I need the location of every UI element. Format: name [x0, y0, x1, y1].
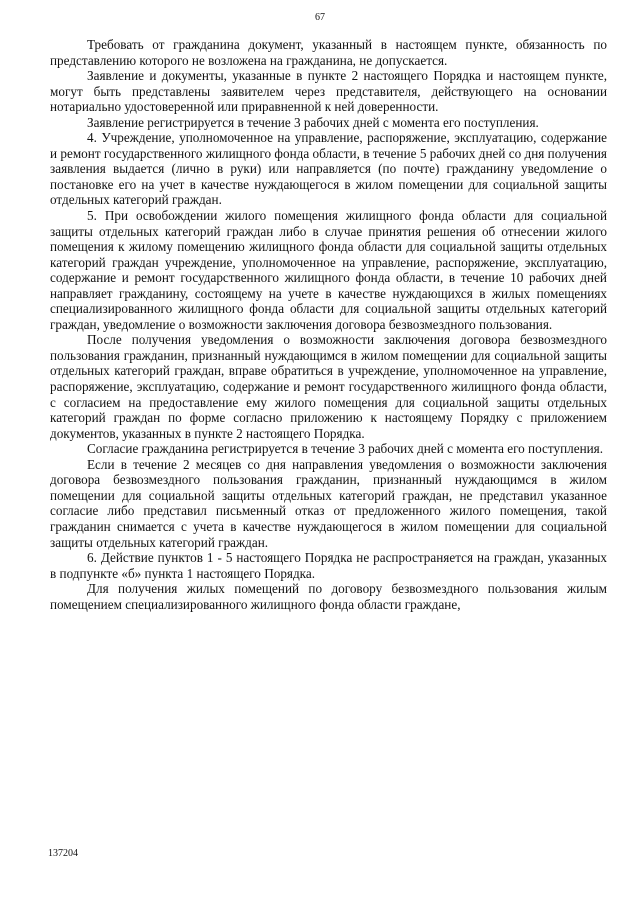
- paragraph-item-6: 6. Действие пунктов 1 - 5 настоящего Порядка не распространяется на граждан, указанных в подпункте «б» пункта 1 настоящего Порядка.: [50, 550, 607, 581]
- paragraph-consent-registration: Согласие гражданина регистрируется в течение 3 рабочих дней с момента его поступления.: [87, 441, 604, 457]
- paragraph-two-months: Если в течение 2 месяцев со дня направления уведомления о возможности заключения договора безвозмездного пользования гражданин, признанный нуждающимся в жилом помещении для социальной защиты отдельных категорий граждан, не представил указанное согласие либо представил письменный отказ от предложенного жилого помещения, такой гражданин снимается с учета в качестве нуждающегося в жилом помещении для социальной защиты отдельных категорий граждан.: [50, 456, 607, 550]
- paragraph-item-4: 4. Учреждение, уполномоченное на управление, распоряжение, эксплуатацию, содержание и ремонт государственного жилищного фонда области, в течение 5 рабочих дней со дня получения заявления выдается (лично в руки) или направляется (по почте) гражданину уведомление о постановке его на учет в качестве нуждающегося в жилом помещении для социальной защиты отдельных категорий граждан.: [50, 130, 607, 208]
- paragraph-document-requirement: Требовать от гражданина документ, указанный в настоящем пункте, обязанность по представлению которого не возложена на гражданина, не допускается.: [50, 37, 607, 68]
- paragraph-representative: Заявление и документы, указанные в пункте 2 настоящего Порядка и настоящем пункте, могут быть представлены заявителем через представителя, действующего на основании нотариально удостоверенной или приравненной к ней доверенности.: [50, 68, 607, 115]
- paragraph-after-notification: После получения уведомления о возможности заключения договора безвозмездного пользования гражданин, признанный нуждающимся в жилом помещении для социальной защиты отдельных категорий граждан, вправе обратиться в учреждение, уполномоченное на управление, распоряжение, эксплуатацию, содержание и ремонт государственного жилищного фонда области, с согласием на предоставление ему жилого помещения для социальной защиты отдельных категорий граждан по форме согласно приложению к настоящему Порядку с приложением документов, указанных в пункте 2 настоящего Порядка.: [50, 332, 607, 441]
- paragraph-item-5: 5. При освобождении жилого помещения жилищного фонда области для социальной защиты отдельных категорий граждан либо в случае принятия решения об отнесении жилого помещения к жилому помещению жилищного фонда области для социальной защиты отдельных категорий граждан учреждение, уполномоченное на управление, распоряжение, эксплуатацию, содержание и ремонт государственного жилищного фонда области, в течение 10 рабочих дней направляет гражданину, состоящему на учете в качестве нуждающихся в жилых помещениях специализированного жилищного фонда области для социальной защиты отдельных категорий граждан, уведомление о возможности заключения договора безвозмездного пользования.: [50, 208, 607, 332]
- paragraph-application-registration: Заявление регистрируется в течение 3 рабочих дней с момента его поступления.: [87, 114, 539, 130]
- paragraph-continuation: Для получения жилых помещений по договору безвозмездного пользования жилым помещением специализированного жилищного фонда области граждане,: [50, 581, 607, 612]
- document-body: [50, 37, 607, 612]
- document-code: 137204: [48, 848, 78, 859]
- page-number: 67: [315, 12, 325, 23]
